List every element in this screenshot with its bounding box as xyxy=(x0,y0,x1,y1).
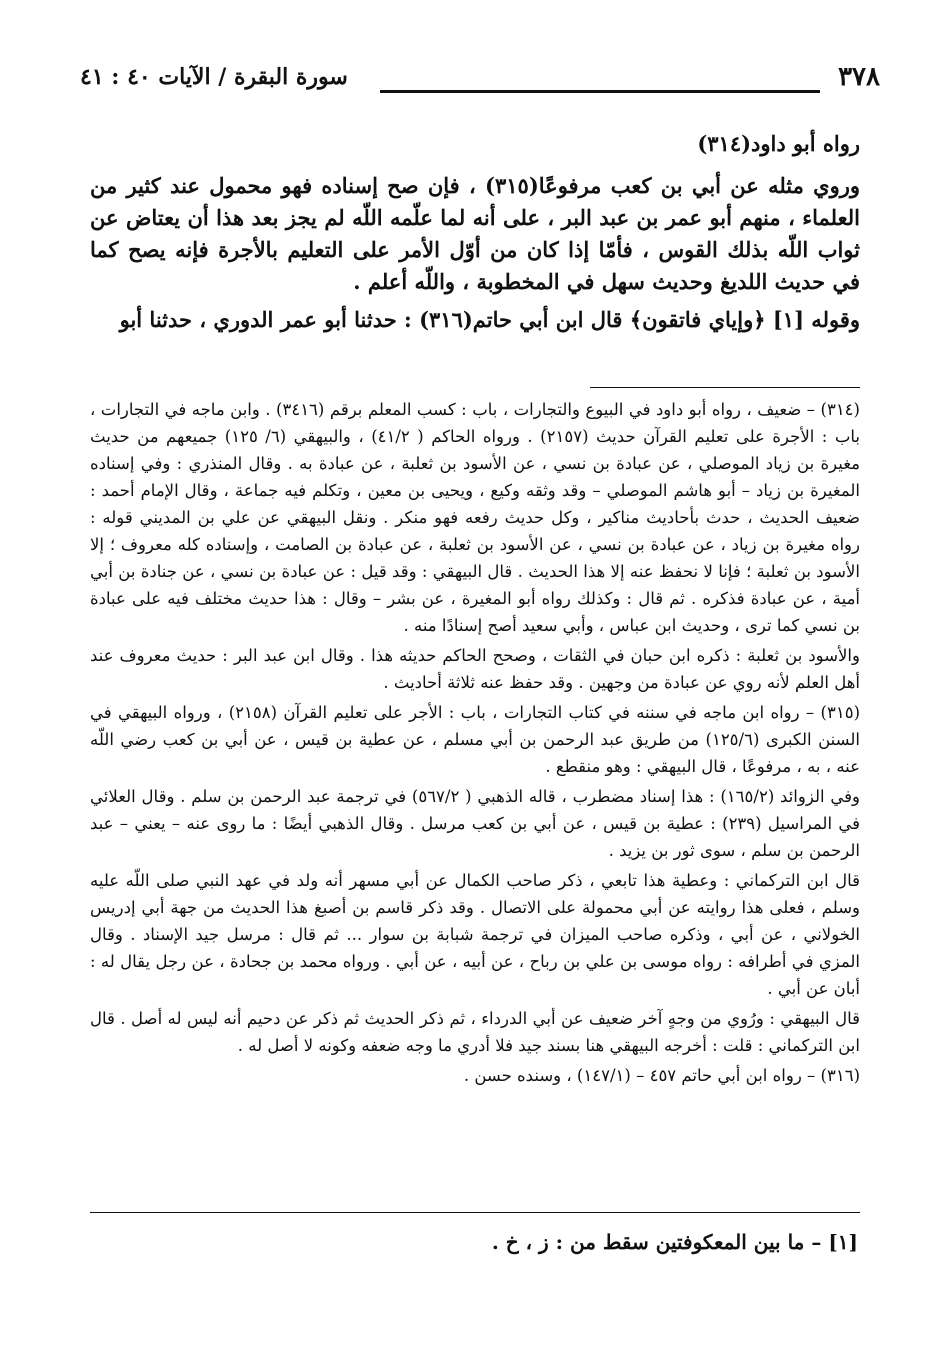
main-text xyxy=(90,128,860,342)
footnotes xyxy=(90,396,860,1092)
footnote: والأسود بن ثعلبة : ذكره ابن حبان في الثقات ، وصحح الحاكم حديثه هذا . وقال ابن عبد البر : حديث معروف عند أهل العلم لأنه روي عن عبادة من وجهين . وقد حفظ عنه ثلاثة أحاديث . xyxy=(90,646,860,692)
footnote: قال البيهقي : ورُوي من وجهٍ آخر ضعيف عن أبي الدرداء ، ثم ذكر الحديث ثم ذكر عن دحيم أنه ليس له أصل . قال ابن التركماني : قلت : أخرجه البيهقي هنا بسند جيد فلا أدري ما وجه ضعفه وكونه لا أصل له . xyxy=(90,1009,860,1055)
paragraph: وروي مثله عن أبي بن كعب مرفوعًا(٣١٥) ، فإن صح إسناده فهو محمول عند كثير من العلماء ، منهم أبو عمر بن عبد البر ، على أنه لما علّمه اللّه لم يجز بعد هذا أن يعتاض عن ثواب اللّه بذلك القوس ، فأمّا إذا كان من أوّل الأمر على التعليم بالأجرة فإنه يصح كما في حديث اللديغ وحديث سهل في المخطوبة ، واللّه أعلم . xyxy=(90,173,861,294)
editor-note-rule xyxy=(90,1212,860,1213)
footnote: (٣١٥) – رواه ابن ماجه في سننه في كتاب التجارات ، باب : الأجر على تعليم القرآن (٢١٥٨) ، ورواه البيهقي في السنن الكبرى (١٢٥/٦) من طريق عبد الرحمن بن أبي مسلم ، عن عطية بن قيس ، عن أبي بن كعب رضي اللّه عنه ، به ، مرفوعًا ، قال البيهقي : وهو منقطع . xyxy=(90,703,860,776)
editor-note: [١] – ما بين المعكوفتين سقط من : ز ، خ . xyxy=(491,1230,858,1254)
footnotes-rule xyxy=(590,387,860,388)
page-number: ٣٧٨ xyxy=(838,62,880,92)
paragraph: وقوله [١] ﴿وإياي فاتقون﴾ قال ابن أبي حاتم(٣١٦) : حدثنا أبو عمر الدوري ، حدثنا أبو xyxy=(119,307,860,332)
running-title: سورة البقرة / الآيات ٤٠ : ٤١ xyxy=(80,64,348,90)
footnote: وفي الزوائد (١٦٥/٢) : هذا إسناد مضطرب ، قاله الذهبي ( ٥٦٧/٢) في ترجمة عبد الرحمن بن سلم . وقال العلائي في المراسيل (٢٣٩) : عطية بن قيس ، عن أبي بن كعب مرسل . وقال الذهبي أيضًا : ما روى عنه – يعني – عبد الرحمن بن سلم ، سوى ثور بن يزيد . xyxy=(90,787,860,860)
footnote: (٣١٦) – رواه ابن أبي حاتم ٤٥٧ – (١٤٧/١) ، وسنده حسن . xyxy=(463,1066,860,1085)
header-rule xyxy=(380,90,820,93)
page-header xyxy=(80,62,880,102)
footnote: قال ابن التركماني : وعطية هذا تابعي ، ذكر صاحب الكمال عن أبي مسهر أنه ولد في عهد النبي صلى اللّه عليه وسلم ، فعلى هذا روايته عن أبي محمولة على الاتصال . وقد ذكر قاسم بن أصبغ هذا الحديث من جهة أبي إدريس الخولاني ، عن أبي ، وذكره صاحب الميزان في ترجمة شبابة بن سوار ... ثم قال : مرسل جيد الإسناد . وقال المزي في أطرافه : رواه موسى بن علي بن رباح ، عن أبيه ، عن أبي . ورواه محمد بن جحادة ، عن رجل يقال له : أبان عن أبي . xyxy=(90,871,860,998)
footnote: (٣١٤) – ضعيف ، رواه أبو داود في البيوع والتجارات ، باب : كسب المعلم برقم (٣٤١٦) . وابن ماجه في التجارات ، باب : الأجرة على تعليم القرآن حديث (٢١٥٧) . ورواه الحاكم ( ٤١/٢) ، والبيهقي (٦/ ١٢٥) جميعهم من حديث مغيرة بن زياد الموصلي ، عن عبادة بن نسي ، عن الأسود بن ثعلبة ، عن عبادة به . وقال المنذري : وفي إسناده المغيرة بن زياد – أبو هاشم الموصلي – وقد وثقه وكيع ، ويحيى بن معين ، وتكلم فيه جماعة ، وقال الإمام أحمد : ضعيف الحديث ، حدث بأحاديث مناكير ، وكل حديث رفعه فهو منكر . ونقل البيهقي عن علي بن المديني قوله : رواه مغيرة بن زياد ، عن عبادة بن نسي ، عن الأسود بن ثعلبة ، عن عبادة بن الصامت ، وإسناده كله معروف ؛ إلا الأسود بن ثعلبة ؛ فإنا لا نحفظ عنه إلا هذا الحديث . قال البيهقي : وقد قيل : عن عبادة بن نسي ، عن جنادة بن أبي أمية ، عن عبادة فذكره . ثم قال : وكذلك رواه أبو المغيرة ، عن بشر – وقال : هذا حديث مختلف فيه على عبادة بن نسي كما ترى ، وحديث ابن عباس ، وأبي سعيد أصح إسنادًا منه . xyxy=(90,400,860,635)
paragraph: رواه أبو داود(٣١٤) xyxy=(697,131,860,156)
